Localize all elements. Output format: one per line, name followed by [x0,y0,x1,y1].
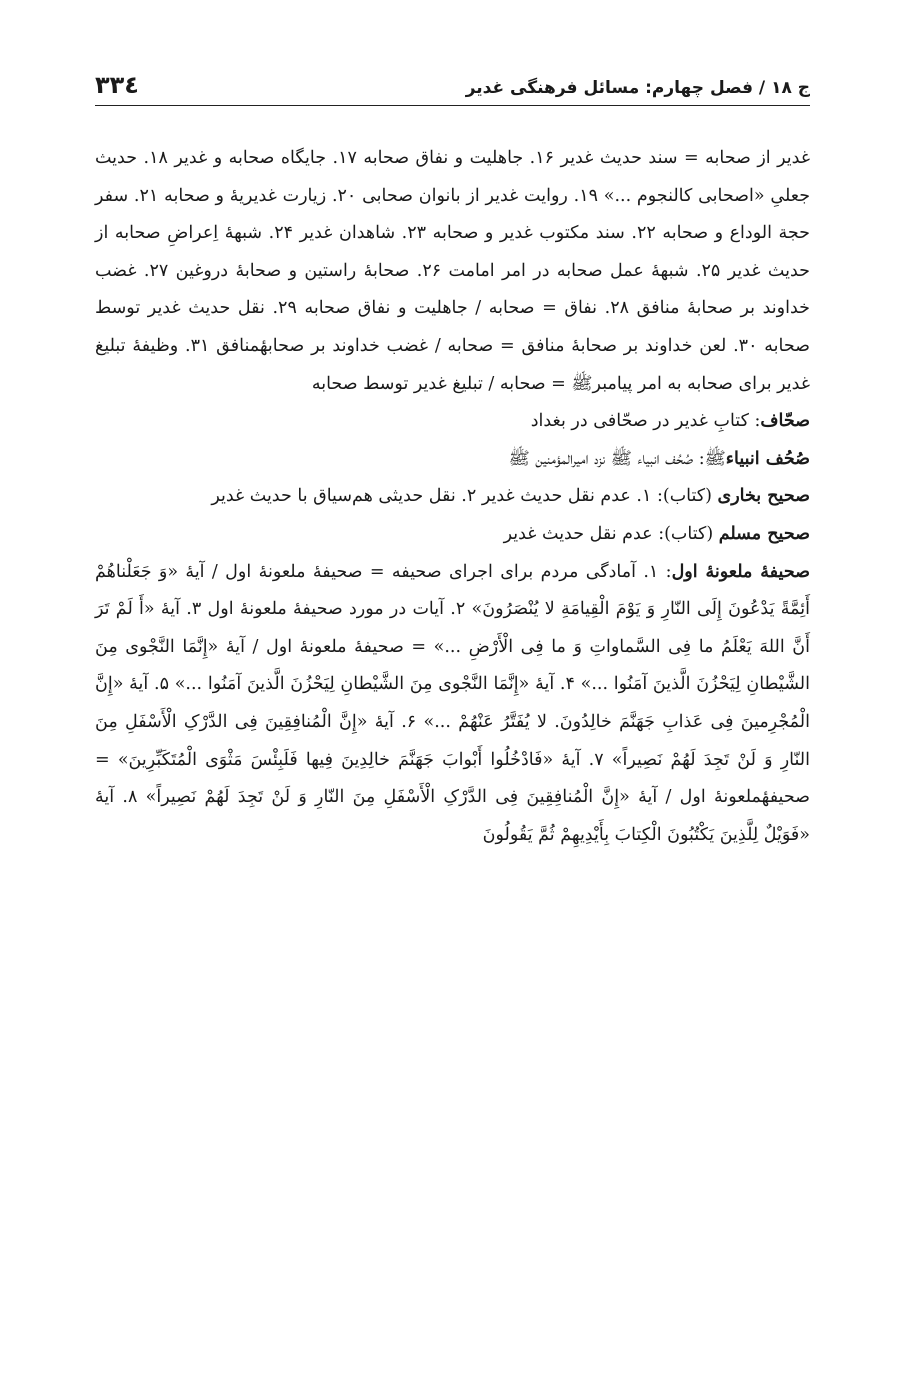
entry-text: : ۱. آمادگی مردم برای اجرای صحیفه = صحیفهٔ ملعونهٔ اول / آیهٔ «وَ جَعَلْناهُمْ أَئِمَّةً یَدْعُونَ إِلَی النّارِ وَ یَوْمَ الْقِیامَةِ لا یُنْصَرُونَ» ۲. آیات در مورد صحیفهٔ ملعونهٔ اول ۳. آیهٔ «أَ لَمْ تَرَ أَنَّ اللهَ یَعْلَمُ ما فِی السَّماواتِ وَ ما فِی الْأَرْضِ ...» = صحیفهٔ ملعونهٔ اول / آیهٔ «إِنَّمَا النَّجْوی مِنَ الشَّیْطانِ لِیَحْزُنَ الَّذینَ آمَنُوا ...» ۴. آیهٔ «إِنَّمَا النَّجْوی مِنَ الشَّیْطانِ لِیَحْزُنَ الَّذینَ آمَنُوا ...» ۵. آیهٔ «إِنَّ الْمُجْرِمینَ فِی عَذابِ جَهَنَّمَ خالِدُونَ. لا یُفَتَّرُ عَنْهُمْ ...» ۶. آیهٔ «إِنَّ الْمُنافِقِینَ فِی الدَّرْکِ الْأَسْفَلِ مِنَ النّارِ وَ لَنْ تَجِدَ لَهُمْ نَصِیراً» ۷. آیهٔ «فَادْخُلُوا أَبْوابَ جَهَنَّمَ خالِدِینَ فِیها فَلَبِئْسَ مَثْوَی الْمُتَکَبِّرِینَ» = صحیفهٔملعونهٔ اول / آیهٔ «إِنَّ الْمُنافِقِینَ فِی الدَّرْکِ الْأَسْفَلِ مِنَ النّارِ وَ لَنْ تَجِدَ لَهُمْ نَصِیراً» ۸. آیهٔ «فَوَیْلٌ لِلَّذِینَ یَکْتُبُونَ الْکِتابَ بِأَیْدِیهِمْ ثُمَّ یَقُولُونَ [95,561,811,845]
entry-text: ﷺ: صُحُف انبیاء ﷺ نزد امیرالمؤمنین ﷺ [508,448,726,469]
index-entry [95,554,810,855]
entry-text: (کتاب): عدم نقل حدیث غدیر [503,523,719,544]
entry-term: صُحُف انبیاء [725,448,810,469]
entry-term: صحیفهٔ ملعونهٔ اول [671,561,810,582]
index-entry [95,441,810,479]
entry-text: : کتابِ غدیر در صحّافی در بغداد [530,411,761,432]
header-title: ج ۱۸ / فصل چهارم: مسائل فرهنگی غدیر [465,78,810,98]
entry-term: صحّاف [760,411,810,432]
index-entries [95,140,810,854]
entry-text: (کتاب): ۱. عدم نقل حدیث غدیر ۲. نقل حدیثی هم‌سیاق با حدیث غدیر [211,486,718,507]
running-head [95,62,810,106]
entry-term: صحیح مسلم [718,523,810,544]
index-entry [95,403,810,441]
entry-text: غدیر از صحابه = سند حدیث غدیر ۱۶. جاهلیت و نفاق صحابه ۱۷. جایگاه صحابه و غدیر ۱۸. حدیث جعلیِ «اصحابی کالنجوم ...» ۱۹. روایت غدیر از بانوان صحابی ۲۰. زیارت غدیریهٔ و صحابه ۲۱. سفر حجة الوداع و صحابه ۲۲. سند مکتوب غدیر و صحابه ۲۳. شاهدان غدیر ۲۴. شبههٔ اِعراضِ صحابه از حدیث غدیر ۲۵. شبههٔ عمل صحابه در امر امامت ۲۶. صحابهٔ راستین و صحابهٔ دروغین ۲۷. غضب خداوند بر صحابهٔ منافق ۲۸. نفاق = صحابه / جاهلیت و نفاق صحابه ۲۹. نقل حدیث غدیر توسط صحابه ۳۰. لعن خداوند بر صحابهٔ منافق = صحابه / غضب خداوند بر صحابهٔمنافق ۳۱. وظیفهٔ تبلیغ غدیر برای صحابه به امر پیامبرﷺ = صحابه / تبلیغ غدیر توسط صحابه [95,148,811,394]
entry-term: صحیح بخاری [717,486,810,507]
book-page [95,0,810,1390]
index-entry [95,478,810,516]
index-entry-continuation [95,140,810,403]
page-number: ۳۳٤ [95,71,139,99]
index-entry [95,516,810,554]
